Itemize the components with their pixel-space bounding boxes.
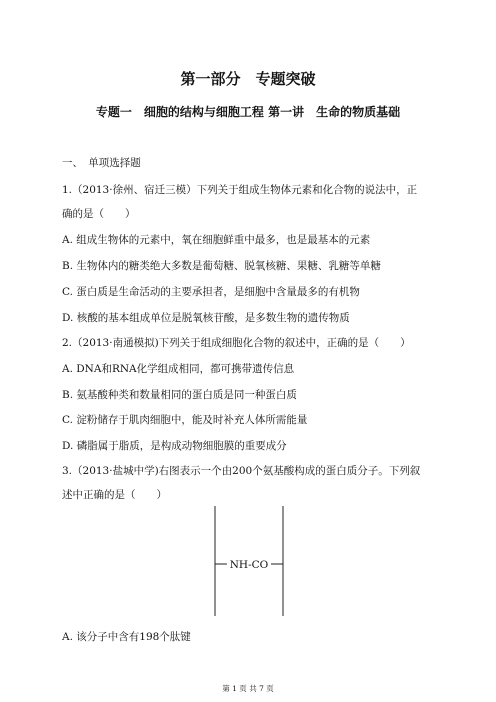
question-1-option-b: B. 生物体内的糖类绝大多数是葡萄糖、脱氧核糖、果糖、乳糖等单糖 xyxy=(62,260,381,272)
question-3-stem-line2: 述中正确的是（ ） xyxy=(62,489,167,501)
question-2-option-d: D. 磷脂属于脂质，是构成动物细胞膜的重要成分 xyxy=(62,440,287,452)
question-1-stem-line1: 1.（2013·徐州、宿迁三模）下列关于组成生物体元素和化合物的说法中，正 xyxy=(62,184,418,196)
question-2-stem: 2.（2013·南通模拟)下列关于组成细胞化合物的叙述中，正确的是（ ） xyxy=(62,337,411,349)
protein-molecule-diagram xyxy=(209,506,289,616)
question-2-option-c: C. 淀粉储存于肌肉细胞中，能及时补充人体所需能量 xyxy=(62,414,308,426)
section-heading: 一、 单项选择题 xyxy=(62,157,141,169)
page-footer: 第 1 页 共 7 页 xyxy=(222,684,274,693)
question-1-option-c: C. 蛋白质是生命活动的主要承担者，是细胞中含量最多的有机物 xyxy=(62,286,360,298)
page-title: 第一部分 专题突破 xyxy=(180,70,316,88)
question-2-option-a: A. DNA和RNA化学组成相同，都可携带遗传信息 xyxy=(62,363,295,375)
question-3-stem-line1: 3.（2013·盐城中学)右图表示一个由200个氨基酸构成的蛋白质分子。下列叙 xyxy=(62,465,421,477)
chapter-subtitle: 专题一 细胞的结构与细胞工程 第一讲 生命的物质基础 xyxy=(95,105,401,119)
question-3-option-a: A. 该分子中含有198个肽键 xyxy=(62,631,191,643)
nh-co-bond-label: NH-CO xyxy=(229,559,269,571)
question-2-option-b: B. 氨基酸种类和数量相同的蛋白质是同一种蛋白质 xyxy=(62,389,297,401)
question-1-option-a: A. 组成生物体的元素中，氧在细胞鲜重中最多，也是最基本的元素 xyxy=(62,234,371,246)
question-1-option-d: D. 核酸的基本组成单位是脱氧核苷酸，是多数生物的遗传物质 xyxy=(62,312,350,324)
question-1-stem-line2: 确的是（ ） xyxy=(62,208,136,220)
